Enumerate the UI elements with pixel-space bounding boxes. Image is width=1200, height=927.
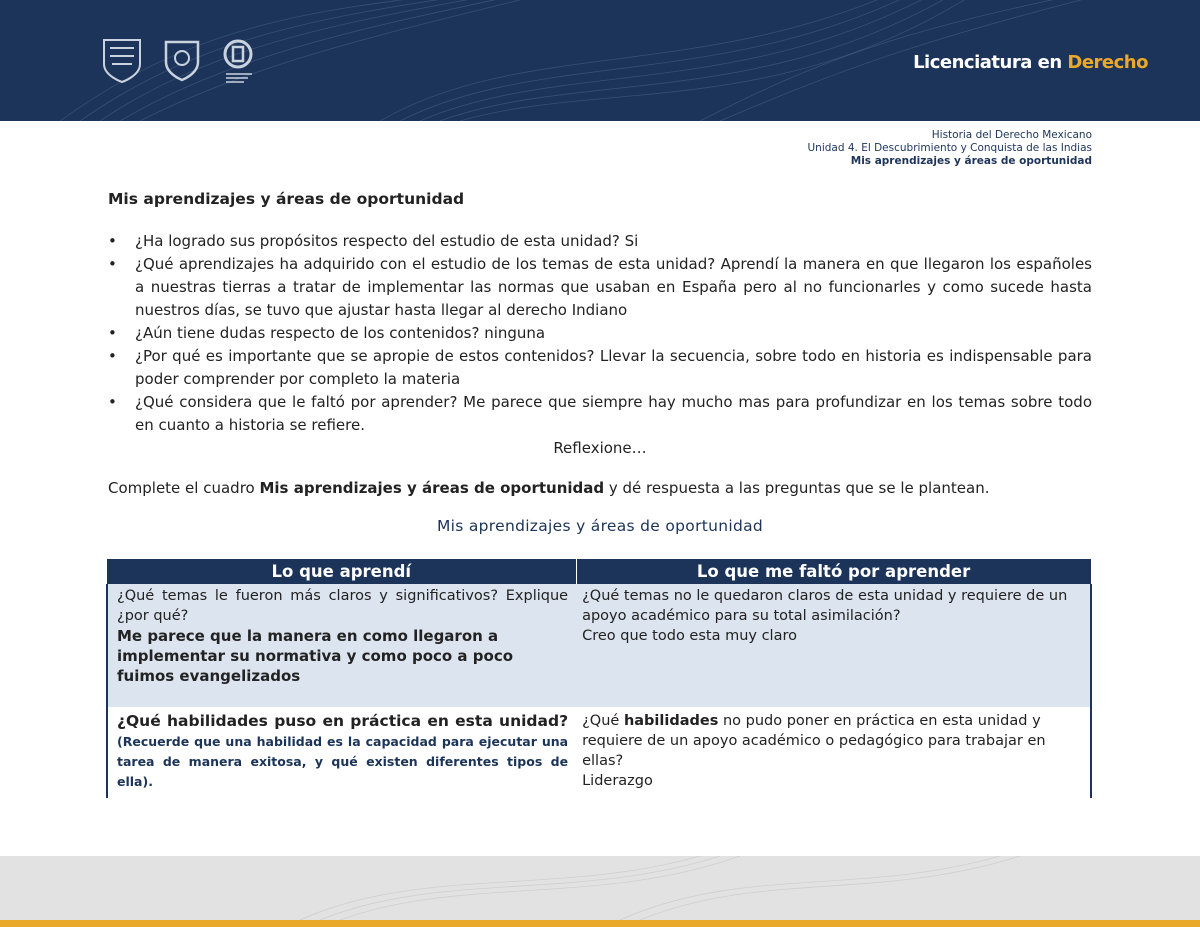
main-content bbox=[108, 190, 1092, 535]
table-title: Mis aprendizajes y áreas de oportunidad bbox=[436, 517, 764, 535]
breadcrumb-unit: Unidad 4. El Descubrimiento y Conquista de las Indias bbox=[807, 142, 1092, 154]
bullet-icon: • bbox=[108, 255, 117, 273]
list-item bbox=[108, 253, 1092, 322]
cell-question-bold: habilidades bbox=[623, 713, 719, 729]
program-title-accent: Derecho bbox=[1067, 52, 1148, 73]
learning-table bbox=[106, 559, 1092, 798]
cell-question bbox=[117, 711, 568, 792]
instruction-post: y dé respuesta a las preguntas que se le plantean. bbox=[604, 479, 990, 497]
question-text: ¿Ha logrado sus propósitos respecto del estudio de esta unidad? Si bbox=[135, 232, 639, 250]
list-item bbox=[108, 391, 1092, 437]
program-title-main: Licenciatura en bbox=[913, 52, 1068, 73]
list-item bbox=[108, 322, 1092, 345]
question-text: ¿Por qué es importante que se apropie de estos contenidos? Llevar la secuencia, sobre todo en historia es indispensable para poder comprender por completo la materia bbox=[135, 347, 1092, 388]
page-title: Mis aprendizajes y áreas de oportunidad bbox=[108, 190, 465, 208]
footer-accent-bar bbox=[0, 920, 1200, 927]
table-header-row bbox=[107, 559, 1091, 584]
division-logo-icon bbox=[220, 36, 264, 84]
instruction-text bbox=[108, 477, 1092, 500]
breadcrumb-subject: Historia del Derecho Mexicano bbox=[931, 129, 1092, 141]
column-header-missing: Lo que me faltó por aprender bbox=[576, 559, 1091, 584]
table-cell bbox=[576, 707, 1091, 798]
bullet-icon: • bbox=[108, 232, 117, 250]
column-header-learned: Lo que aprendí bbox=[107, 559, 576, 584]
table-cell bbox=[576, 584, 1091, 707]
footer-wave-decoration bbox=[0, 856, 1200, 920]
cell-answer: Liderazgo bbox=[582, 773, 653, 789]
footer-band bbox=[0, 856, 1200, 927]
institution-logos bbox=[100, 36, 264, 84]
cell-question: ¿Qué temas le fueron más claros y significativos? Explique ¿por qué? bbox=[117, 588, 569, 624]
table-cell bbox=[107, 584, 576, 707]
question-text: ¿Aún tiene dudas respecto de los contenidos? ninguna bbox=[135, 324, 546, 342]
instruction-pre: Complete el cuadro bbox=[108, 479, 260, 497]
table-row bbox=[107, 584, 1091, 707]
bullet-icon: • bbox=[108, 324, 117, 342]
cell-question bbox=[582, 711, 1082, 771]
breadcrumb bbox=[807, 129, 1092, 168]
list-item bbox=[108, 345, 1092, 391]
instruction-bold: Mis aprendizajes y áreas de oportunidad bbox=[259, 479, 605, 497]
question-list bbox=[108, 230, 1092, 437]
bullet-icon: • bbox=[108, 393, 117, 411]
program-title bbox=[913, 52, 1148, 73]
cell-question-pre: ¿Qué bbox=[582, 713, 624, 729]
breadcrumb-section: Mis aprendizajes y áreas de oportunidad bbox=[850, 155, 1092, 167]
unam-shield-icon bbox=[100, 36, 144, 84]
table-row bbox=[107, 707, 1091, 798]
table-cell bbox=[107, 707, 576, 798]
cell-note: (Recuerde que una habilidad es la capacidad para ejecutar una tarea de manera exitosa, y qué existen diferentes tipos de ella). bbox=[117, 734, 569, 789]
cell-question-bold: ¿Qué habilidades puso en práctica en esta unidad? bbox=[117, 712, 569, 730]
header-banner bbox=[0, 0, 1200, 121]
list-item bbox=[108, 230, 1092, 253]
bullet-icon: • bbox=[108, 347, 117, 365]
question-text: ¿Qué aprendizajes ha adquirido con el estudio de los temas de esta unidad? Aprendí la manera en que llegaron los españoles a nuestras tierras a tratar de implementar las normas que usaban en España pero al no funcionarles y como sucede hasta nuestros días, se tuvo que ajustar hasta llegar al derecho Indiano bbox=[135, 255, 1092, 319]
reflection-prompt: Reflexione… bbox=[553, 439, 647, 457]
cell-question-post: no pudo poner en práctica en esta unidad y requiere de un apoyo académico o pedagógico para trabajar en ellas? bbox=[582, 713, 1046, 769]
cell-answer: Creo que todo esta muy claro bbox=[582, 628, 797, 644]
question-text: ¿Qué considera que le faltó por aprender? Me parece que siempre hay mucho mas para profundizar en los temas sobre todo en cuanto a historia se refiere. bbox=[135, 393, 1092, 434]
cell-answer: Me parece que la manera en como llegaron a implementar su normativa y como poco a poco fuimos evangelizados bbox=[117, 627, 514, 685]
cell-question: ¿Qué temas no le quedaron claros de esta unidad y requiere de un apoyo académico para su total asimilación? bbox=[582, 588, 1068, 624]
fes-shield-icon bbox=[160, 36, 204, 84]
